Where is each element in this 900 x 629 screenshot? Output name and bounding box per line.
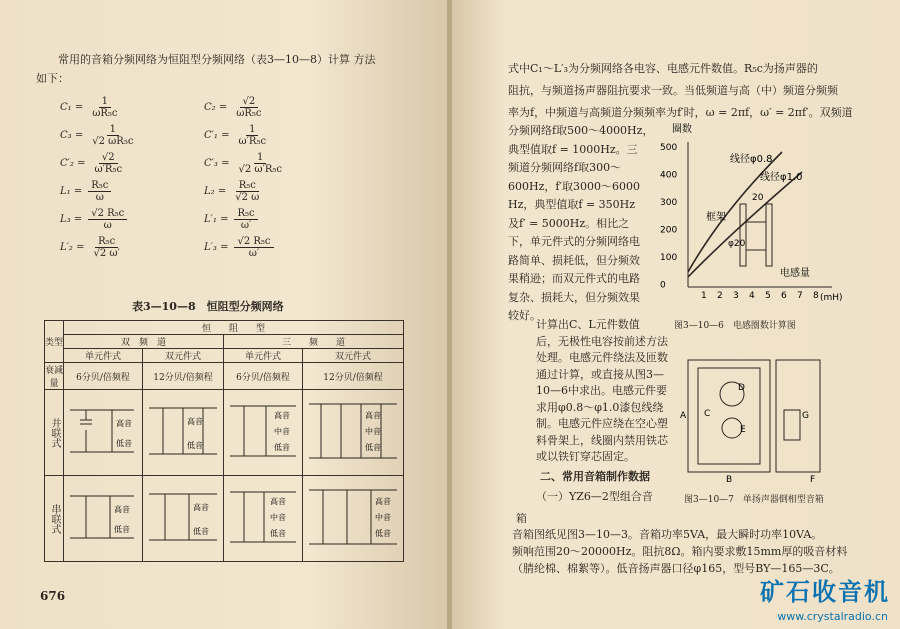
text-line: 求用φ0.8～φ1.0漆包线绕 <box>536 400 664 414</box>
text-line: 下，单元件式的分频网络电 <box>508 235 640 248</box>
formula: L′₃ = $\frac{\text{√2 R₅c}}{\omega'}$ <box>204 236 274 259</box>
x-tick-label: 7 <box>797 291 803 301</box>
text-line: 处理。电感元件绕法及匝数 <box>536 351 668 364</box>
text-line: 频响范围20～20000Hz。阻抗8Ω。箱内要求敷15mm厚的吸音材料 <box>512 545 848 558</box>
text-line: Hz，典型值取f = 350Hz <box>508 198 636 211</box>
sub-header: 双元件式 <box>143 349 224 363</box>
two-band-header: 双 频 道 <box>64 335 224 349</box>
curve2-label: 线径φ1.0 <box>760 172 803 183</box>
svg-text:高音: 高音 <box>274 411 290 420</box>
type-header: 类型 <box>45 321 64 363</box>
circuit-diagram <box>224 476 302 558</box>
text-line: 计算出C、L元件数值 <box>536 318 640 331</box>
text-line: 通过计算，或直接从图3— <box>536 367 664 381</box>
svg-text:E: E <box>740 425 746 435</box>
formula: L′₂ = $\frac{\text{R₅c}}{√2 \omega'}$ <box>60 236 120 259</box>
circuit-cell <box>143 390 224 476</box>
formula: L₁ = $\frac{\text{R₅c}}{\omega}$ <box>60 180 111 203</box>
text-line: 及f′ = 5000Hz。相比之 <box>508 216 630 230</box>
svg-text:低音: 低音 <box>187 441 203 450</box>
y-tick-label: 300 <box>660 198 678 208</box>
fig1-caption: 图3—10—6 电感圈数计算图 <box>674 321 796 331</box>
svg-text:高音: 高音 <box>375 497 391 506</box>
atten-header: 衰减量 <box>45 363 64 390</box>
atten-value: 12分贝/倍频程 <box>143 363 224 390</box>
text-line: 果稍逊；而双元件式的电路 <box>508 272 640 285</box>
svg-text:G: G <box>802 411 809 421</box>
text-line: 频道分频网络f取300～ <box>508 161 622 174</box>
chart-ylabel: 圈数 <box>672 124 692 135</box>
text-line: 分频网络f取500～4000Hz， <box>508 124 654 137</box>
y-tick-label: 100 <box>660 253 678 263</box>
circuit-diagram <box>303 390 403 472</box>
y-tick-label: 400 <box>660 170 678 181</box>
x-tick-label: 5 <box>765 291 771 301</box>
series-row-label: 串联式 <box>45 476 64 562</box>
sub-header: 单元件式 <box>64 349 143 363</box>
text-line: 或以铁钉穿芯固定。 <box>536 450 635 463</box>
svg-text:D: D <box>738 383 745 393</box>
circuit-diagram <box>143 390 223 472</box>
sub-header: 双元件式 <box>303 349 404 363</box>
svg-text:F: F <box>810 475 816 485</box>
atten-value: 12分贝/倍频程 <box>303 363 404 390</box>
formula: C₁ = $\frac{1}{\text{ωR₅c}}$ <box>60 96 118 119</box>
svg-text:低音: 低音 <box>114 525 130 534</box>
svg-text:低音: 低音 <box>375 529 391 538</box>
circuit-cell <box>303 476 404 562</box>
svg-text:A: A <box>680 411 687 421</box>
circuit-cell <box>224 476 303 562</box>
text-line: 阻抗，与频道扬声器阻抗要求一致。当低频道与高（中）频道分频频 <box>508 84 838 97</box>
curve-10 <box>688 172 802 277</box>
formula: C′₁ = $\frac{1}{\text{ω′R₅c}}$ <box>204 124 267 147</box>
formula: C′₃ = $\frac{1}{\text{√2 ω′R₅c}}$ <box>204 152 282 175</box>
circuit-diagram <box>303 476 403 558</box>
circuit-diagram <box>143 476 223 558</box>
text-line: 料骨架上，线圈内禁用铁芯 <box>536 433 668 447</box>
text-line: 后，无极性电容按前述方法 <box>536 334 668 348</box>
formula: C₃ = $\frac{1}{\text{√2 ωR₅c}}$ <box>60 124 134 147</box>
three-band-header: 三 频 道 <box>224 335 404 349</box>
y-tick-label: 200 <box>660 225 678 236</box>
watermark-logo: 矿石收音机 <box>760 578 890 606</box>
subsection-title-2: 箱 <box>516 512 527 525</box>
svg-text:C: C <box>704 409 711 419</box>
x-tick-label: 6 <box>781 291 787 301</box>
atten-value: 6分贝/倍频程 <box>64 363 143 390</box>
formula: L₃ = $\frac{\text{√2 R₅c}}{\omega}$ <box>60 208 127 231</box>
svg-text:高音: 高音 <box>193 503 209 512</box>
formula: L₂ = $\frac{\text{R₅c}}{√2 \omega}$ <box>204 180 260 203</box>
text-line: 复杂、损耗大，但分频效果 <box>508 290 640 304</box>
x-tick-label: 8 <box>813 291 819 301</box>
text-line: 路简单、损耗低，但分频效 <box>508 253 640 267</box>
sub-header: 单元件式 <box>224 349 303 363</box>
text-line: 典型值取f = 1000Hz。三 <box>508 142 638 156</box>
svg-text:B: B <box>726 475 733 485</box>
text-line: 较好。 <box>508 309 541 322</box>
section-title: 二、常用音箱制作数据 <box>540 470 650 483</box>
subsection-title: （一）YZ6—2型组合音 <box>536 490 653 503</box>
circuit-cell <box>303 390 404 476</box>
text-line: 制。电感元件应绕在空心塑 <box>536 417 668 430</box>
speaker-cabinet-diagram <box>680 352 840 487</box>
network-table <box>44 320 404 562</box>
text-line: （腈纶棉、棉絮等）。低音扬声器口径φ165，型号BY—165—3C。 <box>512 562 840 575</box>
svg-text:中音: 中音 <box>274 427 290 436</box>
parallel-row-label: 并联式 <box>45 390 64 476</box>
svg-text:高音: 高音 <box>270 497 286 506</box>
text-line: 10—6中求出。电感元件要 <box>536 384 667 397</box>
dim-phi20: φ20 <box>728 239 746 249</box>
xlabel: 电感量 <box>780 268 810 279</box>
label-high: 高音 <box>116 419 132 428</box>
curve1-label: 线径φ0.8 <box>730 154 773 165</box>
atten-value: 6分贝/倍频程 <box>224 363 303 390</box>
circuit-diagram <box>64 476 142 558</box>
curve-08 <box>688 152 782 272</box>
text-line: 600Hz，f′取3000～6000 <box>508 179 640 193</box>
xunit: (mH) <box>820 293 843 303</box>
label-low: 低音 <box>116 439 132 448</box>
inductance-chart <box>652 122 852 312</box>
circuit-cell <box>64 476 143 562</box>
text-line: 率为f，中频道与高频道分频频率为f′时，ω = 2πf，ω′ = 2πf′。双频道 <box>508 106 853 119</box>
circuit-cell <box>143 476 224 562</box>
svg-text:高音: 高音 <box>187 417 203 426</box>
svg-text:高音: 高音 <box>365 411 381 420</box>
table-title: 表3—10—8 恒阻型分频网络 <box>132 300 284 313</box>
svg-text:高音: 高音 <box>114 505 130 514</box>
svg-text:中音: 中音 <box>365 427 381 436</box>
circuit-diagram <box>224 390 302 472</box>
page-number: 676 <box>40 589 66 603</box>
x-tick-label: 4 <box>749 291 755 301</box>
main-header: 恒 阻 型 <box>64 321 404 335</box>
svg-text:低音: 低音 <box>193 527 209 536</box>
x-tick-label: 2 <box>717 291 723 301</box>
x-tick-label: 3 <box>733 291 739 301</box>
formula: L′₁ = $\frac{\text{R₅c}}{\omega'}$ <box>204 208 258 231</box>
formula: C′₂ = $\frac{√2}{\text{ω′R₅c}}$ <box>60 152 123 175</box>
left-page <box>0 0 447 629</box>
svg-text:中音: 中音 <box>375 513 391 522</box>
intro-text-2: 如下： <box>36 72 69 85</box>
circuit-cell <box>64 390 143 476</box>
formula: C₂ = $\frac{√2}{\text{ωR₅c}}$ <box>204 96 262 119</box>
svg-text:低音: 低音 <box>270 529 286 538</box>
right-page <box>452 0 900 629</box>
y-tick-label: 500 <box>660 143 678 153</box>
svg-text:低音: 低音 <box>365 443 381 452</box>
frame-label: 框架 <box>706 212 726 223</box>
intro-text: 常用的音箱分频网络为恒阻型分频网络（表3—10—8）计算 方法 <box>58 53 376 66</box>
dim-20: 20 <box>752 193 764 203</box>
circuit-diagram <box>64 390 142 472</box>
y-tick-label: 0 <box>660 280 666 291</box>
circuit-cell <box>224 390 303 476</box>
x-tick-label: 1 <box>701 291 707 301</box>
text-line: 音箱图纸见图3—10—3。音箱功率5VA，最大瞬时功率10VA。 <box>512 528 823 541</box>
text-line: 式中C₁～L′₃为分频网络各电容、电感元件数值。R₅c为扬声器的 <box>508 62 818 75</box>
fig2-caption: 图3—10—7 单扬声器倒相型音箱 <box>684 495 824 505</box>
svg-text:中音: 中音 <box>270 513 286 522</box>
svg-text:低音: 低音 <box>274 443 290 452</box>
watermark-url: www.crystalradio.cn <box>777 610 888 623</box>
